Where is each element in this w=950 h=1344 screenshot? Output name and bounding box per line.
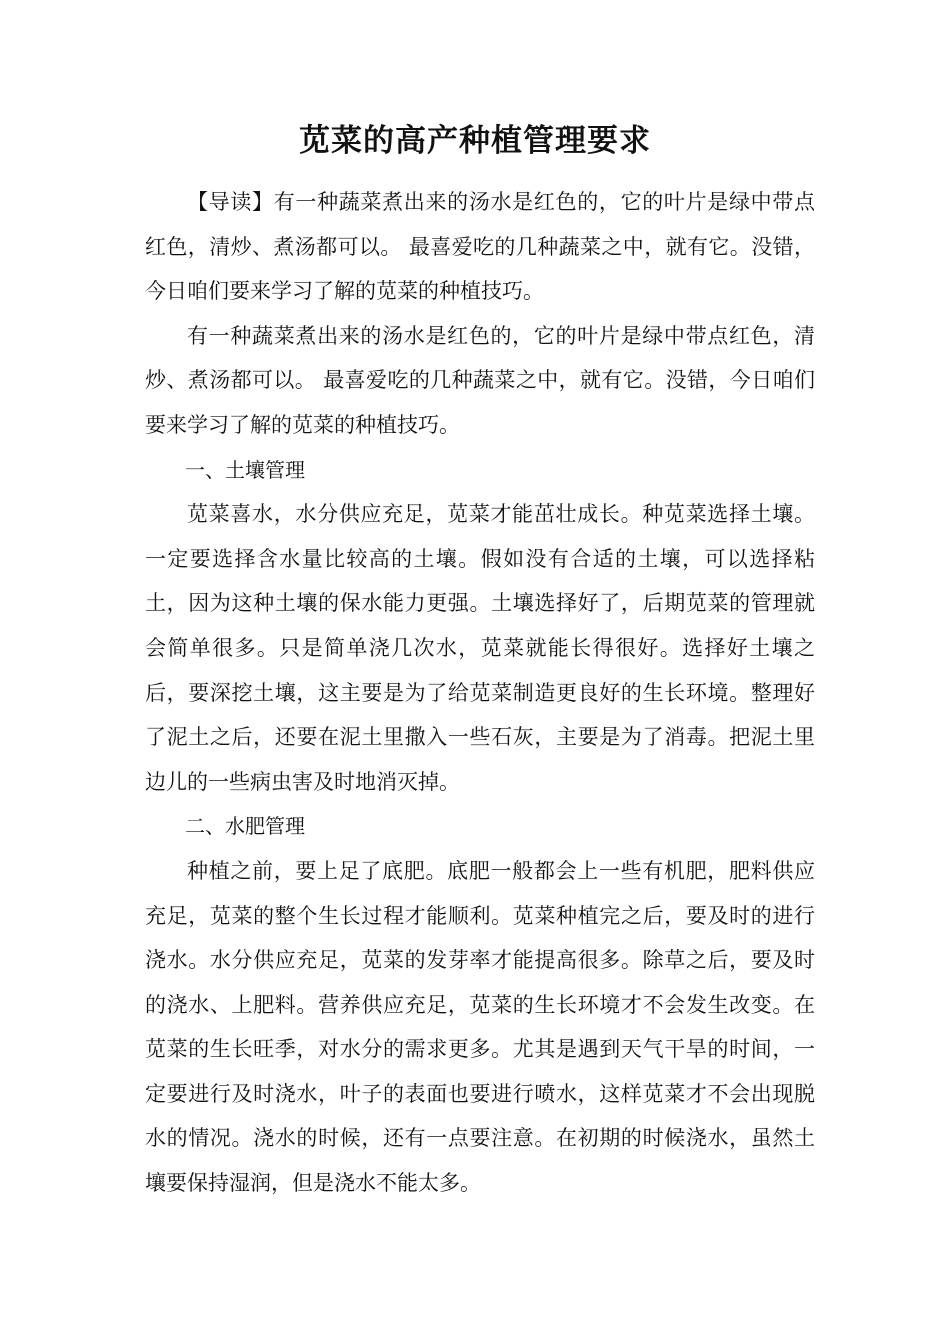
- document-body: [145, 180, 815, 1206]
- intro-paragraph: 【导读】有一种蔬菜煮出来的汤水是红色的，它的叶片是绿中带点红色，清炒、煮汤都可以。 最喜爱吃的几种蔬菜之中，就有它。没错，今日咱们要来学习了解的苋菜的种植技巧。: [145, 190, 815, 304]
- section-heading-soil: 一、土壤管理: [185, 457, 305, 482]
- section-paragraph-soil: 苋菜喜水，水分供应充足，苋菜才能茁壮成长。种苋菜选择土壤。一定要选择含水量比较高的土壤。假如没有合适的土壤，可以选择粘土，因为这种土壤的保水能力更强。土壤选择好了，后期苋菜的管理就会简单很多。只是简单浇几次水，苋菜就能长得很好。选择好土壤之后，要深挖土壤，这主要是为了给苋菜制造更良好的生长环境。整理好了泥土之后，还要在泥土里撒入一些石灰，主要是为了消毒。把泥土里边儿的一些病虫害及时地消灭掉。: [145, 502, 815, 794]
- section-paragraph-water-fertilizer: 种植之前，要上足了底肥。底肥一般都会上一些有机肥，肥料供应充足，苋菜的整个生长过程才能顺利。苋菜种植完之后，要及时的进行浇水。水分供应充足，苋菜的发芽率才能提高很多。除草之后，要及时的浇水、上肥料。营养供应充足，苋菜的生长环境才不会发生改变。在苋菜的生长旺季，对水分的需求更多。尤其是遇到天气干旱的时间，一定要进行及时浇水，叶子的表面也要进行喷水，这样苋菜才不会出现脱水的情况。浇水的时候，还有一点要注意。在初期的时候浇水，虽然土壤要保持湿润，但是浇水不能太多。: [145, 858, 815, 1196]
- section-heading-water-fertilizer: 二、水肥管理: [185, 814, 305, 839]
- document-title: 苋菜的高产种植管理要求: [299, 123, 651, 159]
- body-paragraph: 有一种蔬菜煮出来的汤水是红色的，它的叶片是绿中带点红色，清炒、煮汤都可以。 最喜爱吃的几种蔬菜之中，就有它。没错，今日咱们要来学习了解的苋菜的种植技巧。: [145, 323, 815, 437]
